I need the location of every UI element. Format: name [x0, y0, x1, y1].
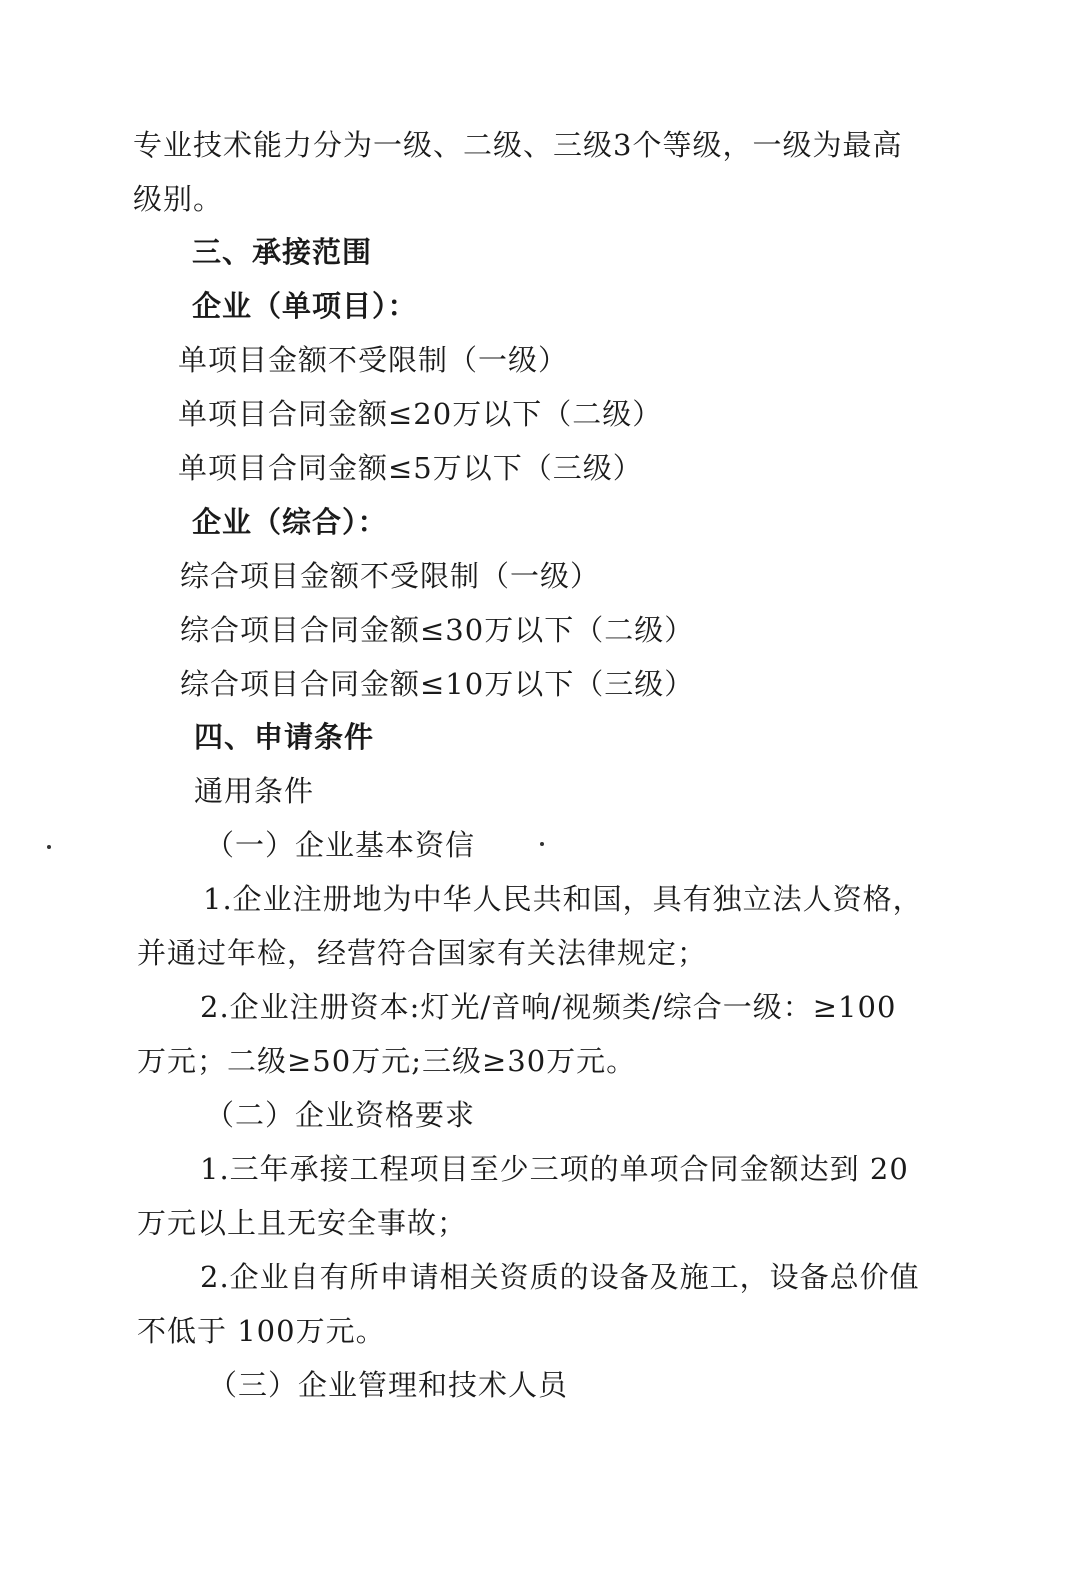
section-heading-scope: 三、承接范围 — [192, 235, 373, 269]
list-item: 单项目合同金额≤20万以下（二级） — [178, 397, 663, 431]
list-item: 综合项目合同金额≤30万以下（二级） — [180, 613, 695, 647]
list-item: 综合项目金额不受限制（一级） — [180, 559, 601, 593]
body-text-line: 万元；二级≥50万元;三级≥30万元。 — [137, 1044, 637, 1078]
subheading-single-project: 企业（单项目）： — [192, 289, 418, 323]
subheading-general: 通用条件 — [194, 774, 315, 808]
body-text-line: 2.企业自有所申请相关资质的设备及施工，设备总价值 — [200, 1260, 920, 1294]
list-item: 单项目金额不受限制（一级） — [178, 343, 569, 377]
subsection-heading: （一）企业基本资信 — [205, 828, 476, 862]
body-text-line: 并通过年检，经营符合国家有关法律规定； — [137, 936, 708, 970]
list-item: 综合项目合同金额≤10万以下（三级） — [180, 667, 695, 701]
body-text-line: 级别。 — [133, 182, 224, 216]
body-text-line: 2.企业注册资本:灯光/音响/视频类/综合一级：≥100 — [200, 990, 897, 1024]
subheading-comprehensive: 企业（综合）： — [192, 505, 388, 539]
body-text-line: 万元以上且无安全事故； — [137, 1206, 468, 1240]
body-text-line: 1.企业注册地为中华人民共和国，具有独立法人资格， — [203, 882, 923, 916]
body-text-line: 1.三年承接工程项目至少三项的单项合同金额达到 20 — [200, 1152, 909, 1186]
subsection-heading: （二）企业资格要求 — [205, 1098, 476, 1132]
body-text-line: 不低于 100万元。 — [137, 1314, 386, 1348]
body-text-line: 专业技术能力分为一级、二级、三级3个等级，一级为最高 — [133, 128, 903, 162]
section-heading-conditions: 四、申请条件 — [194, 720, 375, 754]
scan-speck — [47, 845, 51, 849]
scan-speck — [540, 842, 544, 846]
subsection-heading: （三）企业管理和技术人员 — [208, 1368, 569, 1402]
list-item: 单项目合同金额≤5万以下（三级） — [178, 451, 643, 485]
